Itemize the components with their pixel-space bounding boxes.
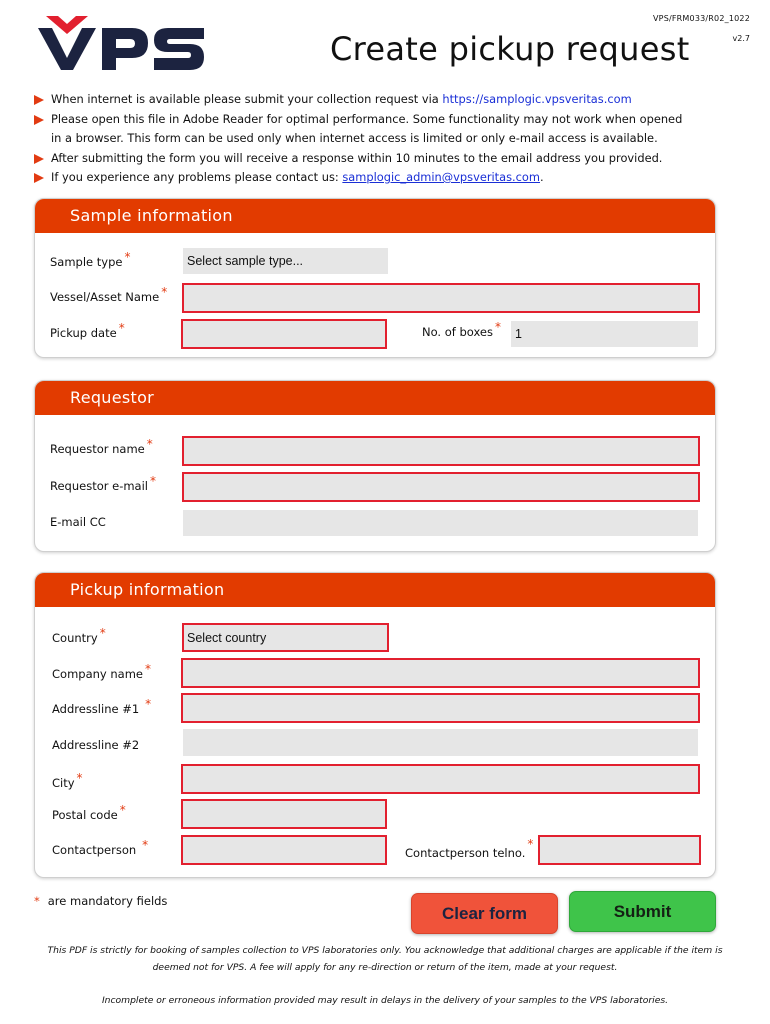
instructions — [34, 90, 734, 188]
instruction-text-continued: in a browser. This form can be used only when internet access is limited or only e-mail access is available. — [51, 131, 658, 145]
sample-type-select[interactable]: Select sample type... — [183, 248, 388, 274]
instruction-text: When internet is available please submit your collection request via — [51, 92, 443, 106]
page-title: Create pickup request — [330, 30, 690, 68]
instruction-text: Please open this file in Adobe Reader for optimal performance. Some functionality may not work when opened — [51, 111, 683, 126]
bullet-triangle-icon — [34, 154, 44, 164]
admin-email-link[interactable]: samplogic_admin@vpsveritas.com — [342, 170, 540, 184]
instruction-item — [34, 110, 734, 130]
contactperson-input[interactable] — [181, 835, 387, 865]
requestor-email-input[interactable] — [182, 472, 700, 502]
vessel-name-input[interactable] — [182, 283, 700, 313]
document-reference: VPS/FRM033/R02_1022 — [653, 14, 750, 23]
vps-logo — [36, 8, 206, 72]
footer-line: deemed not for VPS. A fee will apply for any re-direction or return of the item, made at your request. — [152, 962, 618, 973]
bullet-triangle-icon — [34, 115, 44, 125]
requestor-name-input[interactable] — [182, 436, 700, 466]
addressline2-input[interactable] — [183, 729, 698, 756]
footer-line: This PDF is strictly for booking of samples collection to VPS laboratories only. You acknowledge that additional charges are applicable if the item is — [47, 945, 723, 956]
postal-code-input[interactable] — [181, 799, 387, 829]
bullet-triangle-icon — [34, 95, 44, 105]
requestor-section — [34, 380, 716, 552]
city-label: City * — [52, 771, 83, 790]
addressline2-label: Addressline #2 — [52, 738, 140, 752]
company-name-input[interactable] — [181, 658, 700, 688]
footer-disclaimer — [40, 942, 730, 976]
submit-button[interactable]: Submit — [569, 891, 716, 932]
instruction-text: If you experience any problems please contact us: — [51, 170, 343, 184]
instruction-item — [34, 168, 734, 188]
addressline1-label: Addressline #1 * — [52, 697, 152, 716]
contactperson-telno-input[interactable] — [538, 835, 701, 865]
addressline1-input[interactable] — [181, 693, 700, 723]
instruction-text: After submitting the form you will receive a response within 10 minutes to the email address you provided. — [51, 150, 663, 165]
city-input[interactable] — [181, 764, 700, 794]
email-cc-label: E-mail CC — [50, 515, 106, 529]
email-cc-input[interactable] — [183, 510, 698, 536]
contactperson-telno-label: Contactperson telno.* — [405, 837, 534, 860]
pickup-date-input[interactable] — [181, 319, 387, 349]
clear-form-button[interactable]: Clear form — [411, 893, 558, 934]
country-select[interactable]: Select country — [182, 623, 389, 652]
section-heading: Sample information — [35, 199, 715, 233]
requestor-email-label: Requestor e-mail * — [50, 474, 156, 493]
instruction-punctuation: . — [540, 170, 544, 184]
section-heading: Pickup information — [35, 573, 715, 607]
instruction-item — [34, 90, 734, 110]
sample-type-label: Sample type * — [50, 250, 131, 269]
contactperson-label: Contactperson * — [52, 838, 149, 857]
footer-warning: Incomplete or erroneous information provided may result in delays in the delivery of your samples to the VPS laboratories. — [101, 995, 669, 1006]
samplogic-link[interactable]: https://samplogic.vpsveritas.com — [442, 92, 632, 106]
pickup-date-label: Pickup date * — [50, 321, 125, 340]
vessel-name-label: Vessel/Asset Name * — [50, 285, 168, 304]
company-name-label: Company name * — [52, 662, 151, 681]
section-heading: Requestor — [35, 381, 715, 415]
postal-code-label: Postal code * — [52, 803, 126, 822]
sample-information-section — [34, 198, 716, 358]
pickup-information-section — [34, 572, 716, 878]
version-label: v2.7 — [732, 34, 750, 43]
instruction-item — [34, 149, 734, 169]
mandatory-legend: * are mandatory fields — [34, 894, 168, 908]
requestor-name-label: Requestor name * — [50, 437, 153, 456]
boxes-label: No. of boxes * — [422, 320, 501, 339]
boxes-input[interactable]: 1 — [511, 321, 698, 347]
bullet-triangle-icon — [34, 173, 44, 183]
country-label: Country * — [52, 626, 106, 645]
